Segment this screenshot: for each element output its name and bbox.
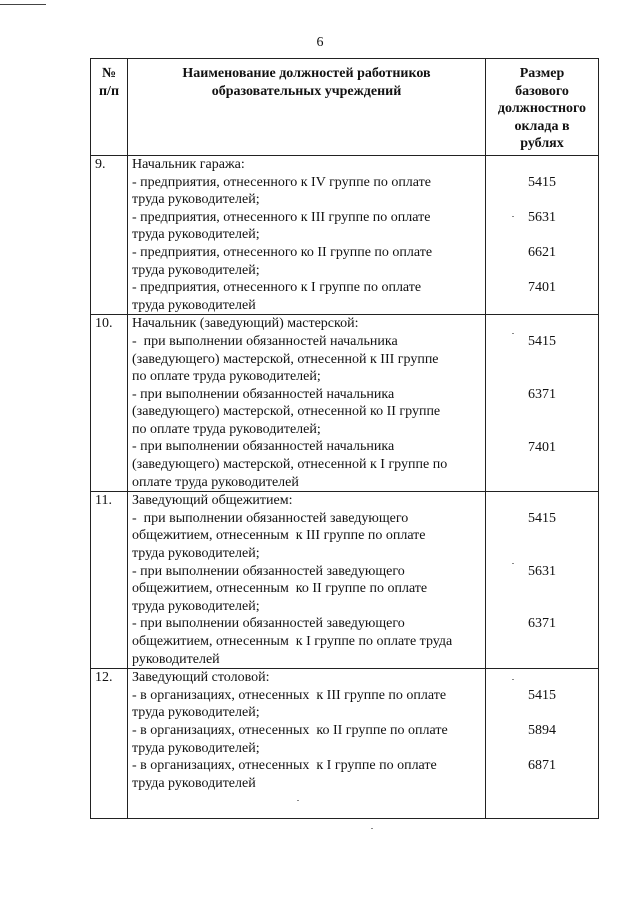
- row-number: 12.: [91, 669, 128, 793]
- salary-value: 5415: [528, 333, 556, 349]
- salary-value: 7401: [528, 280, 556, 296]
- description-line: труда руководителей;: [132, 740, 260, 756]
- position-description: [128, 492, 486, 669]
- description-line: (заведующего) мастерской, отнесенной ко II группе: [132, 404, 441, 420]
- row-number: 9.: [91, 155, 128, 314]
- salary-value: 5894: [528, 722, 556, 738]
- header-salary-line: оклада в: [514, 118, 570, 134]
- header-number: [91, 59, 128, 156]
- description-line: (заведующего) мастерской, отнесенной к I группе по: [132, 457, 448, 473]
- header-salary-line: должностного: [497, 101, 587, 117]
- description-line: общежитием, отнесенным к III группе по оплате: [132, 528, 426, 544]
- table-row: [91, 315, 599, 492]
- salary-value: 6371: [528, 616, 556, 632]
- salary-value: 5415: [528, 687, 556, 703]
- description-line: - предприятия, отнесенного к I группе по оплате: [132, 280, 422, 296]
- description-line: Начальник (заведующий) мастерской:: [132, 316, 359, 332]
- description-line: труда руководителей;: [132, 705, 260, 721]
- description-line: - при выполнении обязанностей начальника: [132, 386, 395, 402]
- description-line: - при выполнении обязанностей заведующего: [132, 616, 405, 632]
- blank-cell: [486, 792, 599, 819]
- salary-value: 6621: [528, 244, 556, 260]
- description-line: - при выполнении обязанностей заведующего: [132, 510, 409, 526]
- scan-speck: [371, 828, 373, 829]
- salary-value: 5415: [528, 174, 556, 190]
- header-salary-line: базового: [515, 83, 569, 99]
- salary-values: [486, 669, 599, 793]
- header-position-line: Наименование должностей работников: [182, 66, 431, 81]
- description-line: общежитием, отнесенным к I группе по оплате труда: [132, 634, 453, 649]
- position-description: [128, 669, 486, 793]
- corner-mark: [0, 4, 46, 5]
- salary-values: [486, 492, 599, 669]
- table-row: [91, 155, 599, 314]
- description-line: Заведующий общежитием:: [132, 493, 293, 509]
- description-line: - предприятия, отнесенного к III группе по оплате: [132, 209, 431, 225]
- scan-speck: [512, 216, 514, 217]
- description-line: по оплате труда руководителей;: [132, 421, 321, 437]
- table-row-blank: [91, 792, 599, 819]
- blank-cell: [128, 792, 486, 819]
- scan-speck: [512, 333, 514, 334]
- description-line: (заведующего) мастерской, отнесенной к III группе: [132, 351, 439, 367]
- header-position-line: образовательных учреждений: [211, 83, 402, 99]
- row-number: 10.: [91, 315, 128, 492]
- salary-value: 5631: [528, 209, 556, 225]
- description-line: труда руководителей;: [132, 262, 260, 278]
- table-row: [91, 492, 599, 669]
- table-body: [91, 155, 599, 818]
- header-number-line: №: [101, 66, 117, 81]
- page-number: 6: [316, 35, 324, 50]
- description-line: оплате труда руководителей: [132, 474, 299, 490]
- description-line: труда руководителей: [132, 775, 256, 791]
- position-description: [128, 155, 486, 314]
- description-line: - предприятия, отнесенного к IV группе по оплате: [132, 174, 431, 190]
- description-line: - в организациях, отнесенных ко II группе по оплате: [132, 722, 448, 738]
- header-position-name: [128, 59, 486, 156]
- table-row: [91, 669, 599, 793]
- scan-speck: [512, 679, 514, 680]
- description-line: руководителей: [132, 651, 220, 667]
- header-salary-line: Размер: [519, 66, 565, 81]
- table-header-row: [91, 59, 599, 156]
- description-line: - при выполнении обязанностей начальника: [132, 333, 398, 349]
- salary-value: 6871: [528, 758, 556, 774]
- scan-speck: [297, 800, 299, 801]
- description-line: по оплате труда руководителей;: [132, 369, 321, 385]
- description-line: - предприятия, отнесенного ко II группе по оплате: [132, 244, 433, 260]
- salary-value: 5631: [528, 563, 556, 579]
- salary-value: 7401: [528, 439, 556, 455]
- salary-values: [486, 155, 599, 314]
- description-line: труда руководителей;: [132, 598, 260, 614]
- salary-value: 5415: [528, 510, 556, 526]
- description-line: Начальник гаража:: [132, 156, 245, 172]
- scan-speck: [512, 563, 514, 564]
- description-line: общежитием, отнесенным ко II группе по оплате: [132, 581, 428, 597]
- header-number-line: п/п: [98, 83, 120, 99]
- row-number: 11.: [91, 492, 128, 669]
- salary-values: [486, 315, 599, 492]
- header-salary-line: рублях: [520, 136, 564, 152]
- blank-cell: [91, 792, 128, 819]
- salary-table: [90, 58, 599, 819]
- description-line: - в организациях, отнесенных к III группе по оплате: [132, 687, 447, 703]
- position-description: [128, 315, 486, 492]
- description-line: труда руководителей;: [132, 227, 260, 243]
- salary-value: 6371: [528, 386, 556, 402]
- description-line: - при выполнении обязанностей заведующего: [132, 563, 405, 579]
- description-line: - в организациях, отнесенных к I группе по оплате: [132, 758, 437, 774]
- description-line: труда руководителей;: [132, 192, 260, 208]
- header-salary: [486, 59, 599, 156]
- description-line: - при выполнении обязанностей начальника: [132, 439, 395, 455]
- description-line: труда руководителей;: [132, 546, 260, 562]
- description-line: труда руководителей: [132, 297, 256, 313]
- description-line: Заведующий столовой:: [132, 670, 270, 686]
